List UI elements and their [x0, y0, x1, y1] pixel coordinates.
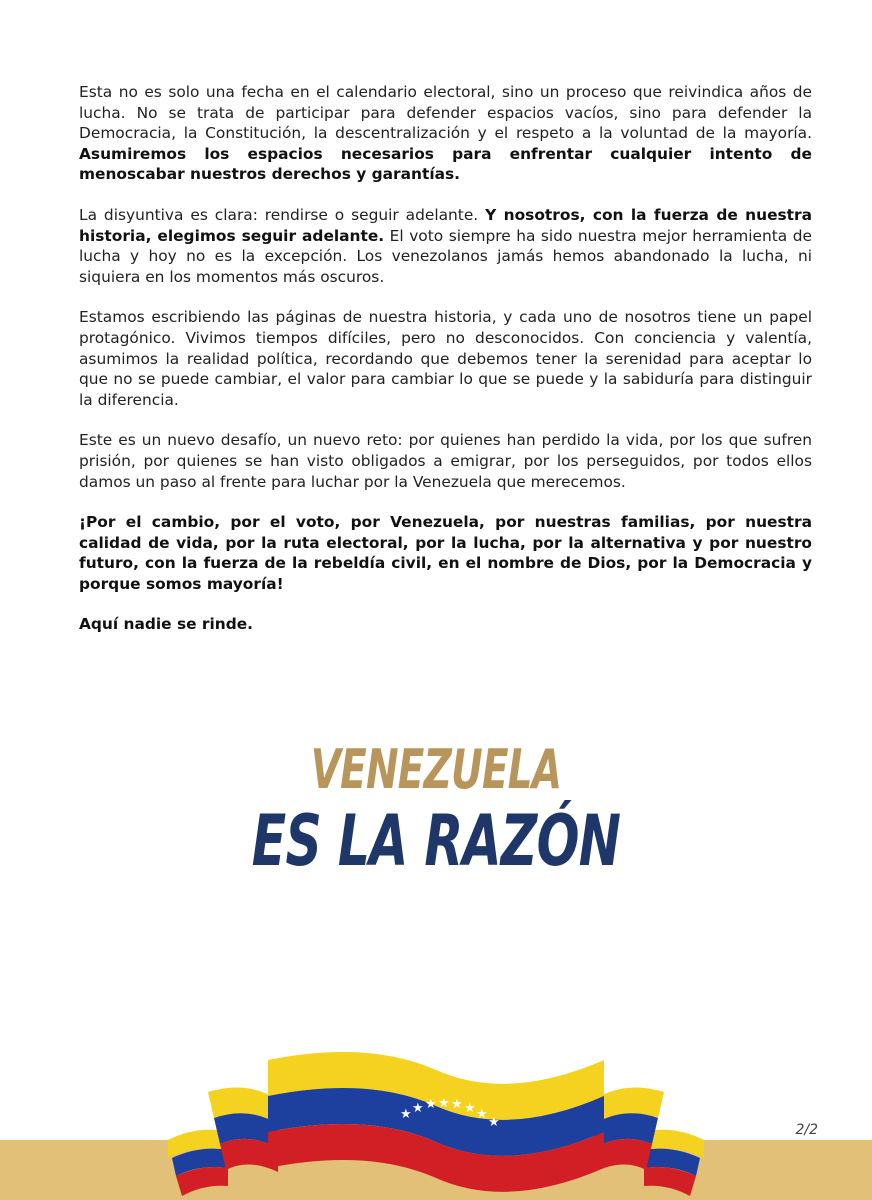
ribbon-main-band [268, 1052, 604, 1192]
paragraph-3 [79, 307, 812, 410]
paragraph-text: El voto siempre ha sido nuestra mejor herramienta de lucha y hoy no es la excepción. Los venezolanos jamás hemos abandonado la lucha, ni siquiera en los momentos más oscuros. [79, 226, 812, 286]
slogan-line-1: VENEZUELA [310, 738, 562, 801]
paragraph-text: Esta no es solo una fecha en el calendario electoral, sino un proceso que reivindica años de lucha. No se trata de participar para defender espacios vacíos, sino para defender la Democracia, la Constitución, la descentralización y el respeto a la voluntad de la mayoría. [79, 83, 812, 143]
svg-text:★: ★ [488, 1115, 500, 1130]
paragraph-bold-text: Y nosotros, con la fuerza de nuestra historia, elegimos seguir adelante. [79, 205, 813, 245]
paragraph-4 [79, 430, 812, 492]
paragraph-bold-text: Aquí nadie se rinde. [79, 615, 254, 634]
svg-text:★: ★ [400, 1107, 412, 1122]
ribbon-left-tail [168, 1130, 228, 1196]
page-number: 2/2 [795, 1122, 818, 1138]
svg-text:★: ★ [412, 1101, 424, 1116]
svg-text:★: ★ [476, 1107, 488, 1122]
paragraph-2 [79, 205, 812, 287]
svg-text:★: ★ [425, 1097, 437, 1112]
venezuela-flag-ribbon-icon [168, 1040, 704, 1200]
letter-body [79, 82, 812, 655]
svg-text:★: ★ [464, 1101, 476, 1116]
svg-text:★: ★ [451, 1097, 463, 1112]
paragraph-6 [79, 614, 812, 635]
slogan-line-2: ES LA RAZÓN [251, 800, 621, 882]
paragraph-text: Estamos escribiendo las páginas de nuestra historia, y cada uno de nosotros tiene un papel protagónico. Vivimos tiempos difíciles, pero no desconocidos. Con conciencia y valentía, asumimos la realidad política, recordando que debemos tener la serenidad para aceptar lo que no se puede cambiar, el valor para cambiar lo que se puede y la sabiduría para distinguir la diferencia. [79, 308, 812, 409]
paragraph-text: Este es un nuevo desafío, un nuevo reto: por quienes han perdido la vida, por los que sufren prisión, por quienes se han visto obligados a emigrar, por los perseguidos, por todos ellos damos un paso al frente para luchar por la Venezuela que merecemos. [79, 431, 812, 491]
paragraph-5 [79, 512, 812, 594]
svg-text:★: ★ [438, 1096, 450, 1111]
ribbon-right-tail [644, 1130, 704, 1196]
paragraph-1 [79, 82, 812, 185]
paragraph-text: La disyuntiva es clara: rendirse o seguir adelante. [79, 205, 486, 224]
paragraph-bold-text: Asumiremos los espacios necesarios para enfrentar cualquier intento de menoscabar nuestros derechos y garantías. [79, 144, 812, 184]
paragraph-bold-text: ¡Por el cambio, por el voto, por Venezuela, por nuestras familias, por nuestra calidad de vida, por la ruta electoral, por la lucha, por la alternativa y por nuestro futuro, con la fuerza de la rebeldía civil, en el nombre de Dios, por la Democracia y porque somos mayoría! [79, 513, 812, 593]
